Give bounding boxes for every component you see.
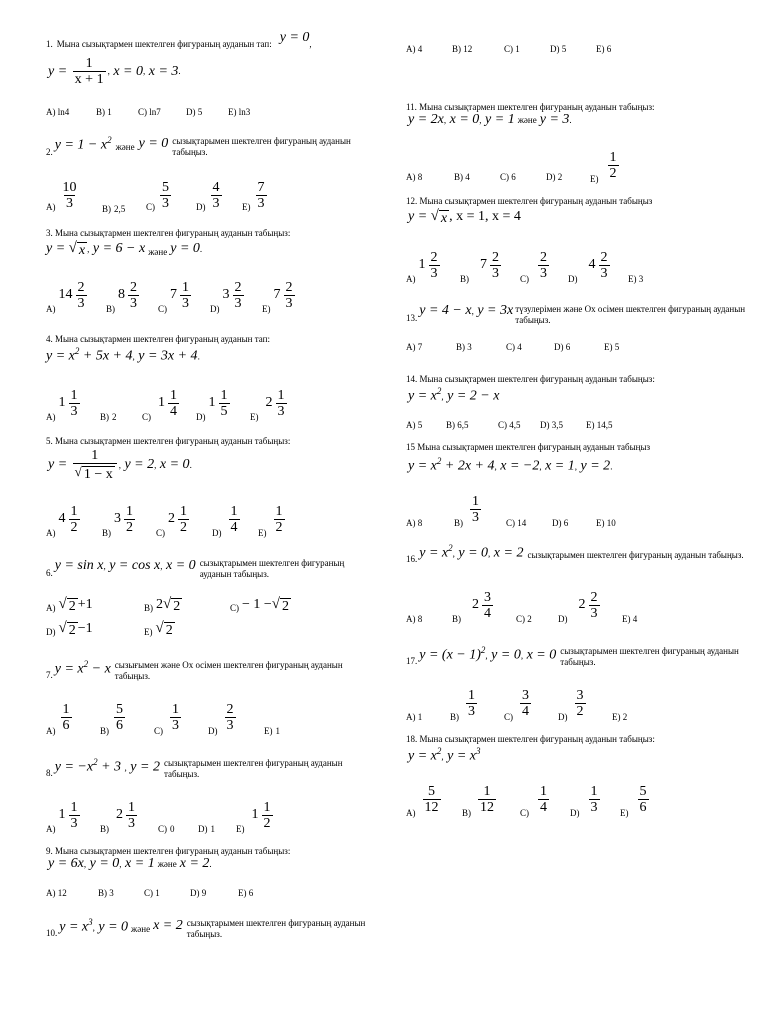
q8-number: 8. <box>46 767 53 778</box>
q3-option-c[interactable]: C) 7 $\frac{1}{3}$ <box>158 279 189 314</box>
q11-option-e[interactable]: E) $\frac{1}{2}$ <box>590 149 617 184</box>
q4-option-c[interactable]: C) 1 $\frac{1}{4}$ <box>142 387 177 422</box>
question-12 <box>406 196 652 207</box>
q16-options <box>406 586 746 626</box>
q3-option-e[interactable]: E) 7 $\frac{2}{3}$ <box>262 279 293 314</box>
q9-option-a[interactable]: A) 12 <box>46 888 67 898</box>
q9-equations: y = 6x, y = 0, x = 1 және x = 2. <box>48 856 212 871</box>
q18-option-c[interactable]: C) $\frac{1}{4}$ <box>520 783 547 818</box>
q14-option-b[interactable]: B) 6,5 <box>446 420 469 430</box>
q7-options <box>46 698 376 738</box>
q5-option-d[interactable]: D) $\frac{1}{4}$ <box>212 503 238 538</box>
q18-option-e[interactable]: E) $\frac{5}{6}$ <box>620 783 647 818</box>
q11-option-c[interactable]: C) 6 <box>500 172 516 182</box>
q16-option-b[interactable]: B) 2 $\frac{3}{4}$ <box>452 589 491 624</box>
q7-option-a[interactable]: A) $\frac{1}{6}$ <box>46 701 70 736</box>
q15-options <box>406 490 746 530</box>
q14-option-d[interactable]: D) 3,5 <box>540 420 563 430</box>
q14-text: Мына сызықтармен шектелген фигураның ауданын табыңыз: <box>419 374 655 384</box>
q8-option-e[interactable]: E) 1 $\frac{1}{2}$ <box>236 799 271 834</box>
q13-option-d[interactable]: D) 6 <box>554 342 571 352</box>
q14-option-e[interactable]: E) 14,5 <box>586 420 613 430</box>
q16-text: сызықтарымен шектелген фигураның ауданын табыңыз. <box>527 550 744 560</box>
q14-option-c[interactable]: C) 4,5 <box>498 420 521 430</box>
question-15 <box>406 442 650 453</box>
q18-option-d[interactable]: D) $\frac{1}{3}$ <box>570 783 598 818</box>
q12-option-d[interactable]: D) 4 $\frac{2}{3}$ <box>568 249 608 284</box>
q14-option-a[interactable]: A) 5 <box>406 420 423 430</box>
q7-option-b[interactable]: B) $\frac{5}{6}$ <box>100 701 123 736</box>
q1-eq-y0: y = 0 <box>279 30 310 45</box>
q4-text: Мына сызықтармен шектелген фигураның ауданын тап: <box>55 334 270 344</box>
q9-option-e[interactable]: E) 6 <box>238 888 254 898</box>
q15-number: 15 <box>406 442 415 452</box>
q17-text: сызықтарымен шектелген фигураның ауданын табыңыз. <box>560 646 739 667</box>
q18-option-b[interactable]: B) $\frac{1}{12}$ <box>462 783 494 818</box>
q4-options <box>46 384 376 424</box>
q14-equations: $y = x^2$, y = 2 − x <box>408 386 500 404</box>
question-4 <box>46 334 270 345</box>
q18-text: Мына сызықтармен шектелген фигураның ауданын табыңыз: <box>419 734 655 744</box>
q9-option-d[interactable]: D) 9 <box>190 888 207 898</box>
q5-number: 5. <box>46 436 53 446</box>
q7-option-d[interactable]: D) $\frac{2}{3}$ <box>208 701 234 736</box>
q10-option-c[interactable]: C) 1 <box>504 44 520 54</box>
q6-option-a[interactable]: A) √ 2 +1 <box>46 596 93 614</box>
q6-options <box>46 596 376 642</box>
q16-option-a[interactable]: A) 8 <box>406 614 423 624</box>
q6-text: сызықтарымен шектелген фигураның ауданын табыңыз. <box>199 558 345 579</box>
q3-option-d[interactable]: D) 3 $\frac{2}{3}$ <box>210 279 242 314</box>
q5-option-a[interactable]: A) 4 $\frac{1}{2}$ <box>46 503 78 538</box>
q10-option-a[interactable]: A) 4 <box>406 44 423 54</box>
q1-option-c[interactable]: C) ln7 <box>138 107 161 117</box>
q13-option-c[interactable]: C) 4 <box>506 342 522 352</box>
q11-equations: y = 2x, x = 0, y = 1 және y = 3. <box>408 112 572 127</box>
q18-option-a[interactable]: A) $\frac{5}{12}$ <box>406 783 439 818</box>
q7-equation: $y = x^2 - x$ <box>54 658 111 677</box>
q11-option-b[interactable]: B) 4 <box>454 172 470 182</box>
q5-option-b[interactable]: B) 3 $\frac{1}{2}$ <box>102 503 133 538</box>
q9-text: Мына сызықтармен шектелген фигураның ауданын табыңыз: <box>55 846 291 856</box>
q15-text: Мына сызықтармен шектелген фигураның ауданын табыңыз <box>417 442 651 452</box>
q15-option-a[interactable]: A) 8 <box>406 518 423 528</box>
q4-equations: $y = x^2 + 5x + 4$, y = 3x + 4. <box>46 346 200 364</box>
q2-word-and: және <box>115 141 135 152</box>
q1-number: 1. <box>46 39 53 49</box>
q1-equations: y = $\frac{1}{x + 1}$ , x = 0 , x = 3 . <box>48 56 181 87</box>
q11-options <box>406 146 746 186</box>
question-2 <box>46 130 376 158</box>
q11-option-a[interactable]: A) 8 <box>406 172 423 182</box>
q2-number: 2. <box>46 146 53 157</box>
q11-number: 11. <box>406 102 417 112</box>
q18-number: 18. <box>406 734 418 744</box>
q2-options <box>46 178 376 218</box>
q17-option-e[interactable]: E) 2 <box>612 712 628 722</box>
question-14 <box>406 374 655 385</box>
q7-text: сызығымен және Ox осімен шектелген фигураның ауданын табыңыз. <box>114 660 343 681</box>
q4-option-b[interactable]: B) 2 <box>100 412 117 422</box>
q4-number: 4. <box>46 334 53 344</box>
q1-option-e[interactable]: E) ln3 <box>228 107 251 117</box>
q16-number: 16. <box>406 554 418 564</box>
q5-options <box>46 500 376 540</box>
q8-option-b[interactable]: B) 2 $\frac{1}{3}$ <box>100 799 135 834</box>
q6-option-b[interactable]: B) 2 √ 2 <box>144 596 181 614</box>
question-7 <box>46 654 376 682</box>
q1-option-a[interactable]: A) ln4 <box>46 107 70 117</box>
q12-option-a[interactable]: A) 1 $\frac{2}{3}$ <box>406 249 438 284</box>
q9-option-c[interactable]: C) 1 <box>144 888 160 898</box>
q12-option-e[interactable]: E) 3 <box>628 274 644 284</box>
q13-number: 13. <box>406 312 418 323</box>
q2-option-c[interactable]: C) $\frac{5}{3}$ <box>146 179 169 212</box>
q15-option-d[interactable]: D) 6 <box>552 518 569 528</box>
q1-option-b[interactable]: B) 1 <box>96 107 112 117</box>
q4-option-a[interactable]: A) 1 $\frac{1}{3}$ <box>46 387 78 422</box>
q2-option-a[interactable]: A) $\frac{10}{3}$ <box>46 179 77 212</box>
q12-option-b[interactable]: B) 7 $\frac{2}{3}$ <box>460 249 499 284</box>
question-6 <box>46 552 376 580</box>
q6-option-e[interactable]: E) √ 2 <box>144 620 173 638</box>
q2-eq1: $y = 1 - x^2$ <box>54 134 112 153</box>
q3-equations: y = √ x , y = 6 − x және y = 0 . <box>46 240 203 258</box>
question-8 <box>46 752 376 780</box>
q15-option-c[interactable]: C) 14 <box>506 518 527 528</box>
question-18 <box>406 734 655 745</box>
question-13 <box>406 296 746 326</box>
q3-option-b[interactable]: B) 8 $\frac{2}{3}$ <box>106 279 137 314</box>
q8-text: сызықтарымен шектелген фигураның ауданын табыңыз. <box>163 758 343 779</box>
q10-option-b[interactable]: B) 12 <box>452 44 473 54</box>
q2-text: сызықтарымен шектелген фигураның ауданын табыңыз. <box>172 136 351 157</box>
q5-equations: y = 1 √ 1 − x , y = 2 , x = 0 . <box>48 448 192 482</box>
q16-option-c[interactable]: C) 2 <box>516 614 532 624</box>
q9-option-b[interactable]: B) 3 <box>98 888 114 898</box>
q5-text: Мына сызықтармен шектелген фигураның ауданын табыңыз: <box>55 436 291 446</box>
q10-equations: $y = x^3$, y = 0 <box>59 916 129 935</box>
q13-option-b[interactable]: B) 3 <box>456 342 472 352</box>
q6-option-d[interactable]: D) √ 2 −1 <box>46 620 93 638</box>
q5-option-e[interactable]: E) $\frac{1}{2}$ <box>258 503 283 538</box>
q2-eq2: y = 0 <box>138 136 169 151</box>
q6-number: 6. <box>46 567 53 578</box>
q11-text: Мына сызықтармен шектелген фигураның ауданын табыңыз: <box>419 102 655 112</box>
q17-options <box>406 684 746 724</box>
q7-option-e[interactable]: E) 1 <box>264 726 280 736</box>
q10-number: 10. <box>46 927 58 938</box>
q17-option-c[interactable]: C) $\frac{3}{4}$ <box>504 687 529 722</box>
question-1: 1. Мына сызықтармен шектелген фигураның ауданын тап: y = 0, <box>46 30 312 49</box>
q10-option-e[interactable]: E) 6 <box>596 44 612 54</box>
q6-option-c[interactable]: C) − 1 − √ 2 <box>230 596 290 614</box>
q12-option-c[interactable]: C) $\frac{2}{3}$ <box>520 249 547 284</box>
q10-option-d[interactable]: D) 5 <box>550 44 567 54</box>
q7-number: 7. <box>46 669 53 680</box>
q9-number: 9. <box>46 846 53 856</box>
q1-text: Мына сызықтармен шектелген фигураның ауданын тап: <box>56 39 272 49</box>
q18-equations: $y = x^2$, $y = x^3$ <box>408 746 481 764</box>
question-5 <box>46 436 290 447</box>
q7-option-c[interactable]: C) $\frac{1}{3}$ <box>154 701 179 736</box>
q17-number: 17. <box>406 655 418 666</box>
q13-text: түзулерімен және Ox осімен шектелген фигураның ауданын табыңыз. <box>515 304 746 325</box>
q3-text: Мына сызықтармен шектелген фигураның ауданын табыңыз: <box>55 228 291 238</box>
q2-option-e[interactable]: E) $\frac{7}{3}$ <box>242 179 265 212</box>
q17-option-b[interactable]: B) $\frac{1}{3}$ <box>450 687 475 722</box>
q10-word-and: және <box>131 923 151 934</box>
q12-equations: y = √ x , x = 1, x = 4 <box>408 208 521 226</box>
q18-options <box>406 780 746 820</box>
q17-equations: $y = (x - 1)^2$, y = 0, x = 0 <box>419 644 557 663</box>
q8-option-d[interactable]: D) 1 <box>198 824 215 834</box>
q5-option-c[interactable]: C) 2 $\frac{1}{2}$ <box>156 503 187 538</box>
q6-equations: y = sin x, y = cos x, x = 0 <box>54 558 196 573</box>
q13-option-e[interactable]: E) 5 <box>604 342 620 352</box>
q1-option-d[interactable]: D) 5 <box>186 107 203 117</box>
q13-equations: y = 4 − x, y = 3x <box>419 303 514 318</box>
q17-option-d[interactable]: D) $\frac{3}{2}$ <box>558 687 584 722</box>
q16-option-e[interactable]: E) 4 <box>622 614 638 624</box>
q3-number: 3. <box>46 228 53 238</box>
q8-option-a[interactable]: A) 1 $\frac{1}{3}$ <box>46 799 78 834</box>
q16-equations: $y = x^2$, y = 0, x = 2 <box>419 543 524 561</box>
q15-option-b[interactable]: B) $\frac{1}{3}$ <box>454 493 479 528</box>
question-10 <box>46 912 376 940</box>
q12-number: 12. <box>406 196 418 206</box>
q10-eq-x2: x = 2 <box>153 918 183 933</box>
q2-option-d[interactable]: D) $\frac{4}{3}$ <box>196 179 220 212</box>
q14-number: 14. <box>406 374 418 384</box>
q2-option-b[interactable]: B) 2,5 <box>102 204 126 214</box>
q11-option-d[interactable]: D) 2 <box>546 172 563 182</box>
q17-option-a[interactable]: A) 1 <box>406 712 423 722</box>
q3-options <box>46 276 376 316</box>
question-16 <box>406 540 746 565</box>
q12-options <box>406 246 746 286</box>
q15-equations: $y = x^2 + 2x + 4$, x = −2, x = 1, y = 2. <box>408 456 613 474</box>
q3-option-a[interactable]: A) 14 $\frac{2}{3}$ <box>46 279 85 314</box>
q8-option-c[interactable]: C) 0 <box>158 824 175 834</box>
q13-option-a[interactable]: A) 7 <box>406 342 423 352</box>
q4-option-d[interactable]: D) 1 $\frac{1}{5}$ <box>196 387 228 422</box>
question-17 <box>406 640 746 668</box>
q16-option-d[interactable]: D) 2 $\frac{2}{3}$ <box>558 589 598 624</box>
q15-option-e[interactable]: E) 10 <box>596 518 616 528</box>
q8-options <box>46 796 376 836</box>
q8-equations: $y = -x^2 + 3$ , y = 2 <box>54 756 160 775</box>
question-3 <box>46 228 290 239</box>
q4-option-e[interactable]: E) 2 $\frac{1}{3}$ <box>250 387 285 422</box>
q12-text: Мына сызықтармен шектелген фигураның ауданын табыңыз <box>419 196 653 206</box>
q10-text: сызықтарымен шектелген фигураның ауданын табыңыз. <box>186 918 366 939</box>
